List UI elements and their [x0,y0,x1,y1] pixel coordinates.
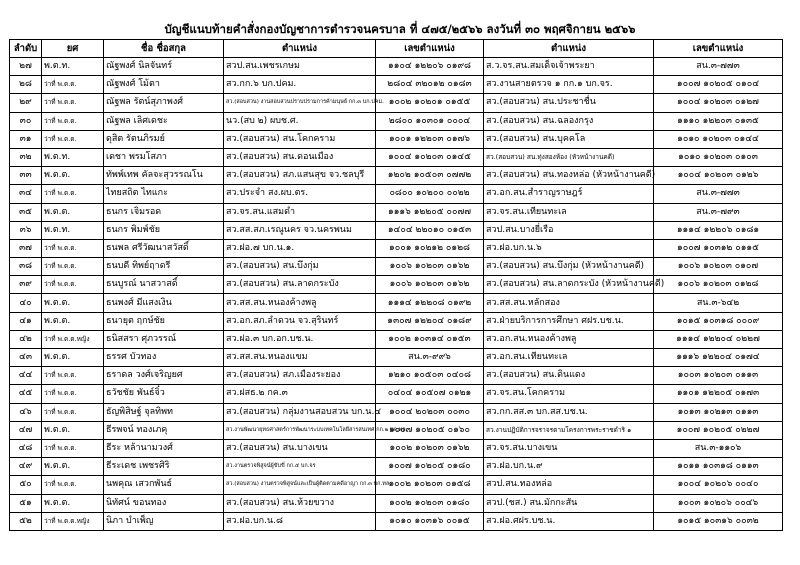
table-row [10,367,783,385]
table-row [10,148,783,166]
cell-position: สว.(สอบสวน) สน.โคกคราม [224,130,376,148]
cell-seq: ๔๗ [10,421,42,439]
cell-seq: ๓๖ [10,221,42,239]
cell-rank: ว่าที่ พ.ต.ต. [42,258,104,276]
cell-name: ธีระเดช เพชรศิริ [104,458,224,476]
table-row [10,512,783,530]
cell-position-number: ๒๘๐๔ ๓๒๐๑๒ ๐๑๘๓ [376,76,484,94]
cell-name: ธนายุต ฤกษ์ชัย [104,312,224,330]
cell-seq: ๔๐ [10,294,42,312]
cell-new-position-number: ๑๑๑๔ ๑๒๒๐๖ ๐๑๘๑ [654,221,783,239]
cell-rank: พ.ต.ต. [42,203,104,221]
cell-position-number: ๑๐๐๔ ๑๐๒๐๓ ๐๑๔๕ [376,148,484,166]
cell-new-position-number: ๑๑๐๑ ๑๒๒๐๕ ๐๑๗๓ [654,385,783,403]
table-row [10,239,783,257]
cell-rank: ว่าที่ พ.ต.ต.หญิง [42,512,104,530]
cell-rank: ว่าที่ พ.ต.ต. [42,403,104,421]
table-header-row [10,40,783,58]
cell-new-position: สว.(สอบสวน) สน.ฉลองกรุง [484,112,654,130]
cell-position: สว.(สอบสวน) กลุ่มงานสอบสวน บก.น.๔ [224,403,376,421]
cell-seq: ๔๑ [10,312,42,330]
cell-rank: พ.ต.ต. [42,494,104,512]
cell-rank: ว่าที่ พ.ต.ต. [42,367,104,385]
cell-position: สว.สส.สภ.เรณูนคร จว.นครพนม [224,221,376,239]
cell-new-position-number: ๑๐๐๗ ๑๐๒๐๕ ๐๒๒๗ [654,421,783,439]
cell-new-position: สว.(สอบสวน) สน.ทองหล่อ (หัวหน้างานคดี) [484,167,654,185]
cell-rank: พ.ต.ท. [42,58,104,76]
cell-name: ธนบูรณ์ นาสวาสดิ์ [104,276,224,294]
cell-new-position-number: สน.๓-๗๗๓ [654,58,783,76]
cell-name: ธนิสสรา ศุภวรรณ์ [104,330,224,348]
cell-position-number: ๑๐๐๒ ๑๐๒๐๑ ๐๑๕๕ [376,94,484,112]
cell-name: ทัพพ์เทพ คัลจะสุวรรณโน [104,167,224,185]
cell-name: ธนพล ศรีวัฒนาสวัสดิ์ [104,239,224,257]
cell-new-position: สว.กก.สส.๓ บก.สส.บช.น. [484,403,654,421]
cell-position: สว.จร.สน.แสมดำ [224,203,376,221]
cell-new-position-number: ๑๐๐๖ ๑๐๒๐๓ ๐๑๐๗ [654,258,783,276]
cell-new-position: สว.(สอบสวน) สน.บุคคโล [484,130,654,148]
cell-position-number: ๑๑๐๔ ๑๒๒๐๖ ๐๑๙๘ [376,58,484,76]
cell-position: สว.สส.สน.หนองค้างพลู [224,294,376,312]
cell-seq: ๕๒ [10,512,42,530]
cell-seq: ๓๘ [10,258,42,276]
table-row [10,385,783,403]
cell-seq: ๔๙ [10,458,42,476]
cell-position: สว.(สอบสวน) สน.ห้วยขวาง [224,494,376,512]
column-header-position-number: เลขตำแหน่ง [376,40,484,58]
cell-name: ธีรพจน์ ทองเภคุ [104,421,224,439]
cell-position: สว.ฝอ.๗ บก.น.๑. [224,239,376,257]
cell-new-position: สวป.(ชส.) สน.มักกะสัน [484,494,654,512]
cell-rank: ว่าที่ พ.ต.ต. [42,239,104,257]
cell-position-number: ๑๐๑๐ ๑๐๓๑๖ ๐๐๑๕ [376,512,484,530]
cell-new-position: สว.งานสายตรวจ ๑ กก.๑ บก.จร. [484,76,654,94]
cell-position-number: ๑๐๐๔ ๒๐๒๐๓ ๐๐๓๐ [376,403,484,421]
page-title: บัญชีแนบท้ายคำสั่งกองบัญชาการตำรวจนครบาล ที่ ๔๗๕/๒๕๖๖ ลงวันที่ ๓๐ พฤศจิกายน ๒๕๖๖ [164,22,636,36]
cell-new-position: สว.ฝอ.บก.น.๙ [484,458,654,476]
cell-seq: ๓๔ [10,185,42,203]
cell-seq: ๓๕ [10,203,42,221]
cell-position-number: ๑๐๐๑ ๑๐๒๑๒ ๐๑๒๘ [376,239,484,257]
table-row [10,476,783,494]
table-row [10,167,783,185]
cell-seq: ๒๙ [10,94,42,112]
table-row [10,494,783,512]
table-row [10,130,783,148]
cell-position-number: ๑๐๐๖ ๑๐๒๐๓ ๐๑๖๒ [376,276,484,294]
cell-name: ธราดล วงศ์เจริญยศ [104,367,224,385]
cell-position: สว.(สอบสวน) สน.ลาดกระบัง [224,276,376,294]
cell-new-position: ส.ว.จร.สน.สมเด็จเจ้าพระยา [484,58,654,76]
cell-rank: ว่าที่ พ.ต.ต. [42,112,104,130]
cell-new-position-number: ๑๐๐๖ ๑๐๒๐๓ ๐๑๒๘ [654,276,783,294]
cell-seq: ๓๓ [10,167,42,185]
cell-rank: ว่าที่ พ.ต.ต. [42,130,104,148]
cell-position: สว.อก.สภ.ลำดวน จว.สุรินทร์ [224,312,376,330]
cell-new-position-number: ๑๐๐๗ ๑๐๒๐๕ ๐๑๐๔ [654,76,783,94]
cell-position-number: ๑๒๑๐ ๑๐๕๐๓ ๐๔๐๘ [376,367,484,385]
column-header-seq: ลำดับ [10,40,42,58]
cell-name: ธนกร เจิมรอด [104,203,224,221]
cell-position-number: ๑๑๑๔ ๑๒๒๐๘ ๐๑๙๒ [376,294,484,312]
cell-rank: ว่าที่ พ.ต.ต.หญิง [42,330,104,348]
cell-seq: ๓๑ [10,130,42,148]
cell-name: ดุสิต รัตนภิรมย์ [104,130,224,148]
cell-rank: ว่าที่ พ.ต.ต. [42,385,104,403]
cell-new-position-number: ๑๐๐๓ ๑๐๒๐๖ ๐๐๔๖ [654,494,783,512]
cell-name: ณัฐพงศ์ นิลจันทร์ [104,58,224,76]
cell-position: สว.(สอบสวน) สภ.เมืองระยอง [224,367,376,385]
cell-name: ณัฐพงศ์ โม้ตา [104,76,224,94]
cell-rank: ว่าที่ พ.ต.ต. [42,94,104,112]
cell-position: สว.งานตรวจพิสูจน์ผู้ขับขี่ กก.๕ บก.จร [224,458,376,476]
cell-name: ณัฐพล รัตน์สุภาพงศ์ [104,94,224,112]
cell-name: ธนพงศ์ มีแสงเงิน [104,294,224,312]
cell-new-position-number: สน.๓-๗๙๓ [654,203,783,221]
cell-new-position: สว.อก.สน.หนองค้างพลู [484,330,654,348]
cell-rank: ว่าที่ พ.ต.ต. [42,76,104,94]
cell-name: ธีระ หล้านามวงศ์ [104,439,224,457]
cell-rank: พ.ต.ต. [42,294,104,312]
cell-seq: ๒๗ [10,58,42,76]
cell-new-position: สวป.สน.ทองหล่อ [484,476,654,494]
cell-rank: ว่าที่ พ.ต.ต. [42,439,104,457]
cell-new-position-number: ๑๐๑๕ ๑๐๓๑๘ ๐๐๐๙ [654,312,783,330]
cell-new-position-number: ๑๐๑๓ ๑๐๒๑๓ ๐๑๑๓ [654,403,783,421]
table-row [10,185,783,203]
cell-rank: ว่าที่ พ.ต.ต. [42,185,104,203]
cell-new-position-number: ๑๑๑๐ ๑๒๒๐๓ ๐๑๓๕ [654,112,783,130]
cell-name: ธวัชชัย พันธ์จิ๋ว [104,385,224,403]
table-row [10,312,783,330]
cell-seq: ๔๓ [10,349,42,367]
cell-position-number: ๐๘๐๐ ๑๐๒๐๐ ๐๐๒๒ [376,185,484,203]
cell-name: เดชา พรมโสภา [104,148,224,166]
cell-new-position-number: ๑๐๐๗ ๑๐๓๑๒ ๐๑๑๕ [654,239,783,257]
table-row [10,439,783,457]
cell-new-position: สว.(สอบสวน) สน.ลาดกระบัง (หัวหน้างานคดี) [484,276,654,294]
cell-new-position-number: ๑๐๑๐ ๑๐๒๐๓ ๐๑๐๓ [654,148,783,166]
cell-position: สว.(สอบสวน) สภ.แสนสุข จว.ชลบุรี [224,167,376,185]
cell-new-position: สว.อก.สน.เทียนทะเล [484,349,654,367]
cell-new-position-number: ๑๐๑๑ ๑๐๓๑๘ ๐๑๑๓ [654,458,783,476]
cell-seq: ๔๒ [10,330,42,348]
table-row [10,258,783,276]
cell-new-position: สว.จร.สน.บางเขน [484,439,654,457]
table-row [10,203,783,221]
cell-rank: พ.ต.ท. [42,148,104,166]
cell-seq: ๕๐ [10,476,42,494]
cell-seq: ๓๗ [10,239,42,257]
cell-new-position-number: ๑๐๐๔ ๑๐๒๐๓ ๐๑๒๗ [654,94,783,112]
cell-position: สว.สส.สน.หนองแขม [224,349,376,367]
cell-name: ไทยสถิต ไทแกะ [104,185,224,203]
cell-new-position-number: ๑๐๐๔ ๑๐๒๐๖ ๐๐๔๐ [654,476,783,494]
cell-position: สวป.สน.เพชรเกษม [224,58,376,76]
cell-new-position: สว.ฝอ.ศฝร.บช.น. [484,512,654,530]
cell-position-number: ๑๐๐๒ ๑๐๒๐๓ ๐๑๕๘ [376,476,484,494]
cell-position-number: ๑๐๐๗ ๑๐๒๐๕ ๐๑๖๐ [376,421,484,439]
cell-new-position-number: ๑๐๐๓ ๑๐๒๐๓ ๐๑๑๓ [654,367,783,385]
column-header-new-position-number: เลขตำแหน่ง [654,40,783,58]
cell-name: ธัญพิสิษฐ์ จุลทิพท [104,403,224,421]
column-header-name: ชื่อ ชื่อสกุล [104,40,224,58]
cell-seq: ๓๒ [10,148,42,166]
cell-new-position: สวป.สน.บางยี่เรือ [484,221,654,239]
column-header-position: ตำแหน่ง [224,40,376,58]
table-body [10,58,783,531]
cell-position: สว.(สอบสวน) งานตรวจพิสูจน์และเป็นผู้ติดตามคดีอาญา กก.๓ บก.ทล. [224,476,376,494]
cell-rank: พ.ต.ต. [42,312,104,330]
cell-rank: ว่าที่ พ.ต.ต. [42,276,104,294]
cell-seq: ๓๙ [10,276,42,294]
cell-rank: ว่าที่ พ.ต.ต. [42,476,104,494]
cell-name: ธนบดี ทิพย์ฤาดรี [104,258,224,276]
table-row [10,221,783,239]
cell-new-position-number: ๑๐๐๔ ๑๐๒๐๓ ๐๑๒๖ [654,167,783,185]
cell-rank: พ.ต.ต. [42,349,104,367]
cell-seq: ๔๕ [10,385,42,403]
cell-new-position-number: สน.๓-๖๔๒ [654,294,783,312]
cell-new-position: สว.(สอบสวน) สน.บึงกุ่ม (หัวหน้างานคดี) [484,258,654,276]
cell-rank: พ.ต.ต. [42,421,104,439]
cell-new-position-number: สน.๓-๗๗๓ [654,185,783,203]
cell-position-number: ๑๐๐๒ ๑๐๒๐๓ ๐๑๘๐ [376,494,484,512]
table-row [10,76,783,94]
cell-position: สว.(สอบสวน) สน.บึงกุ่ม [224,258,376,276]
cell-position-number: ๑๓๐๗ ๑๒๒๐๔ ๐๑๘๙ [376,312,484,330]
cell-position: สว.ฝอ.๓ บก.อก.บช.น. [224,330,376,348]
cell-name: ณัฐพล เลิศเดชะ [104,112,224,130]
cell-name: นิทัศน์ ขอนทอง [104,494,224,512]
cell-seq: ๔๖ [10,403,42,421]
cell-position: สว.(สอบสวน) สน.บางเขน [224,439,376,457]
cell-position: สว.ฝอ.บก.น.๘ [224,512,376,530]
table-row [10,112,783,130]
cell-name: ธนกร พิมพ์ชัย [104,221,224,239]
cell-new-position-number: ๑๑๑๔ ๑๒๒๐๔ ๐๒๒๗ [654,330,783,348]
table-row [10,421,783,439]
table-row [10,58,783,76]
table-row [10,276,783,294]
cell-new-position: สว.ฝ่ายบริการการศึกษา ศฝร.บช.น. [484,312,654,330]
cell-position-number: ๐๔๐๔ ๑๐๕๐๗ ๐๑๒๑ [376,385,484,403]
cell-name: นิภา บำเพ็ญ [104,512,224,530]
cell-position-number: ๑๔๐๔ ๒๒๐๑๐ ๐๑๕๓ [376,221,484,239]
table-row [10,294,783,312]
cell-position: สว.งานพัฒนายุทธศาสตร์การพัฒนาระบบเทคโนโลยีสารสนเทศ กก.๒ บก.ทล. [224,421,376,439]
cell-seq: ๕๑ [10,494,42,512]
cell-position: สว.(สอบสวน) สน.ดอนเมือง [224,148,376,166]
cell-name: นพคุณ เสวกพันธ์ [104,476,224,494]
cell-new-position-number: ๑๑๑๖ ๑๒๒๐๔ ๐๑๗๔ [654,349,783,367]
cell-position-number: ๑๐๐๒ ๑๐๓๑๔ ๐๑๕๓ [376,330,484,348]
cell-position-number: ๒๘๐๐ ๑๐๓๐๑ ๐๐๐๔ [376,112,484,130]
cell-position-number: ๑๐๐๖ ๑๐๒๐๓ ๐๑๖๒ [376,258,484,276]
cell-new-position: สว.จร.สน.โคกคราม [484,385,654,403]
cell-position-number: ๑๒๐๒ ๑๐๕๐๓ ๐๗๗๒ [376,167,484,185]
cell-position-number: ๑๐๐๒ ๑๐๒๐๓ ๐๑๖๒ [376,439,484,457]
table-row [10,349,783,367]
personnel-table [9,39,783,531]
cell-position-number: ๑๑๑๖ ๑๒๒๐๕ ๐๐๗๗ [376,203,484,221]
cell-rank: พ.ต.ท. [42,221,104,239]
cell-new-position: สว.(สอบสวน) สน.ดินแดง [484,367,654,385]
cell-rank: พ.ต.ต. [42,458,104,476]
table-row [10,403,783,421]
column-header-rank: ยศ [42,40,104,58]
cell-position-number: ๑๐๐๑ ๑๒๒๐๓ ๐๑๗๖ [376,130,484,148]
cell-position: สว.(สอบสวน) งานสอบสวนปราบปรามการค้ามนุษย์ กก.๓ บก.ปคม. [224,94,376,112]
cell-position: สว.ฝสธ.๒ กค.๓ [224,385,376,403]
cell-seq: ๔๔ [10,367,42,385]
cell-position-number: สน.๓-๙๙๖ [376,349,484,367]
cell-new-position: สว.(สอบสวน) สน.ทุ่งสองห้อง (หัวหน้างานคดี) [484,148,654,166]
cell-new-position: สว.จร.สน.เทียนทะเล [484,203,654,221]
cell-new-position-number: สน.๓-๑๑๐๖ [654,439,783,457]
cell-position: สว.ประจำ สง.ผบ.ตร. [224,185,376,203]
cell-seq: ๒๘ [10,76,42,94]
cell-rank: พ.ต.ต. [42,167,104,185]
table-row [10,94,783,112]
cell-new-position-number: ๑๐๑๐ ๑๐๒๐๓ ๐๑๔๔ [654,130,783,148]
cell-seq: ๔๘ [10,439,42,457]
cell-name: ธรรศ บัวทอง [104,349,224,367]
cell-new-position: สว.(สอบสวน) สน.ประชาชื่น [484,94,654,112]
cell-new-position: สว.สส.สน.หลักสอง [484,294,654,312]
cell-new-position-number: ๑๐๑๕ ๑๐๓๑๖ ๐๐๓๒ [654,512,783,530]
table-row [10,458,783,476]
cell-new-position: สว.ฝอ.บก.น.๖ [484,239,654,257]
column-header-new-position: ตำแหน่ง [484,40,654,58]
cell-seq: ๓๐ [10,112,42,130]
cell-new-position: สว.งานปฏิบัติการจราจรตามโครงการพระราชดำริ ๑ [484,421,654,439]
cell-new-position: สว.อก.สน.สำราญราษฎร์ [484,185,654,203]
cell-position: สว.กก.๖ บก.ปคม. [224,76,376,94]
cell-position-number: ๑๐๐๗ ๑๐๒๐๕ ๐๑๘๐ [376,458,484,476]
table-row [10,330,783,348]
cell-position: นว.(สบ ๒) ผบช.ศ. [224,112,376,130]
